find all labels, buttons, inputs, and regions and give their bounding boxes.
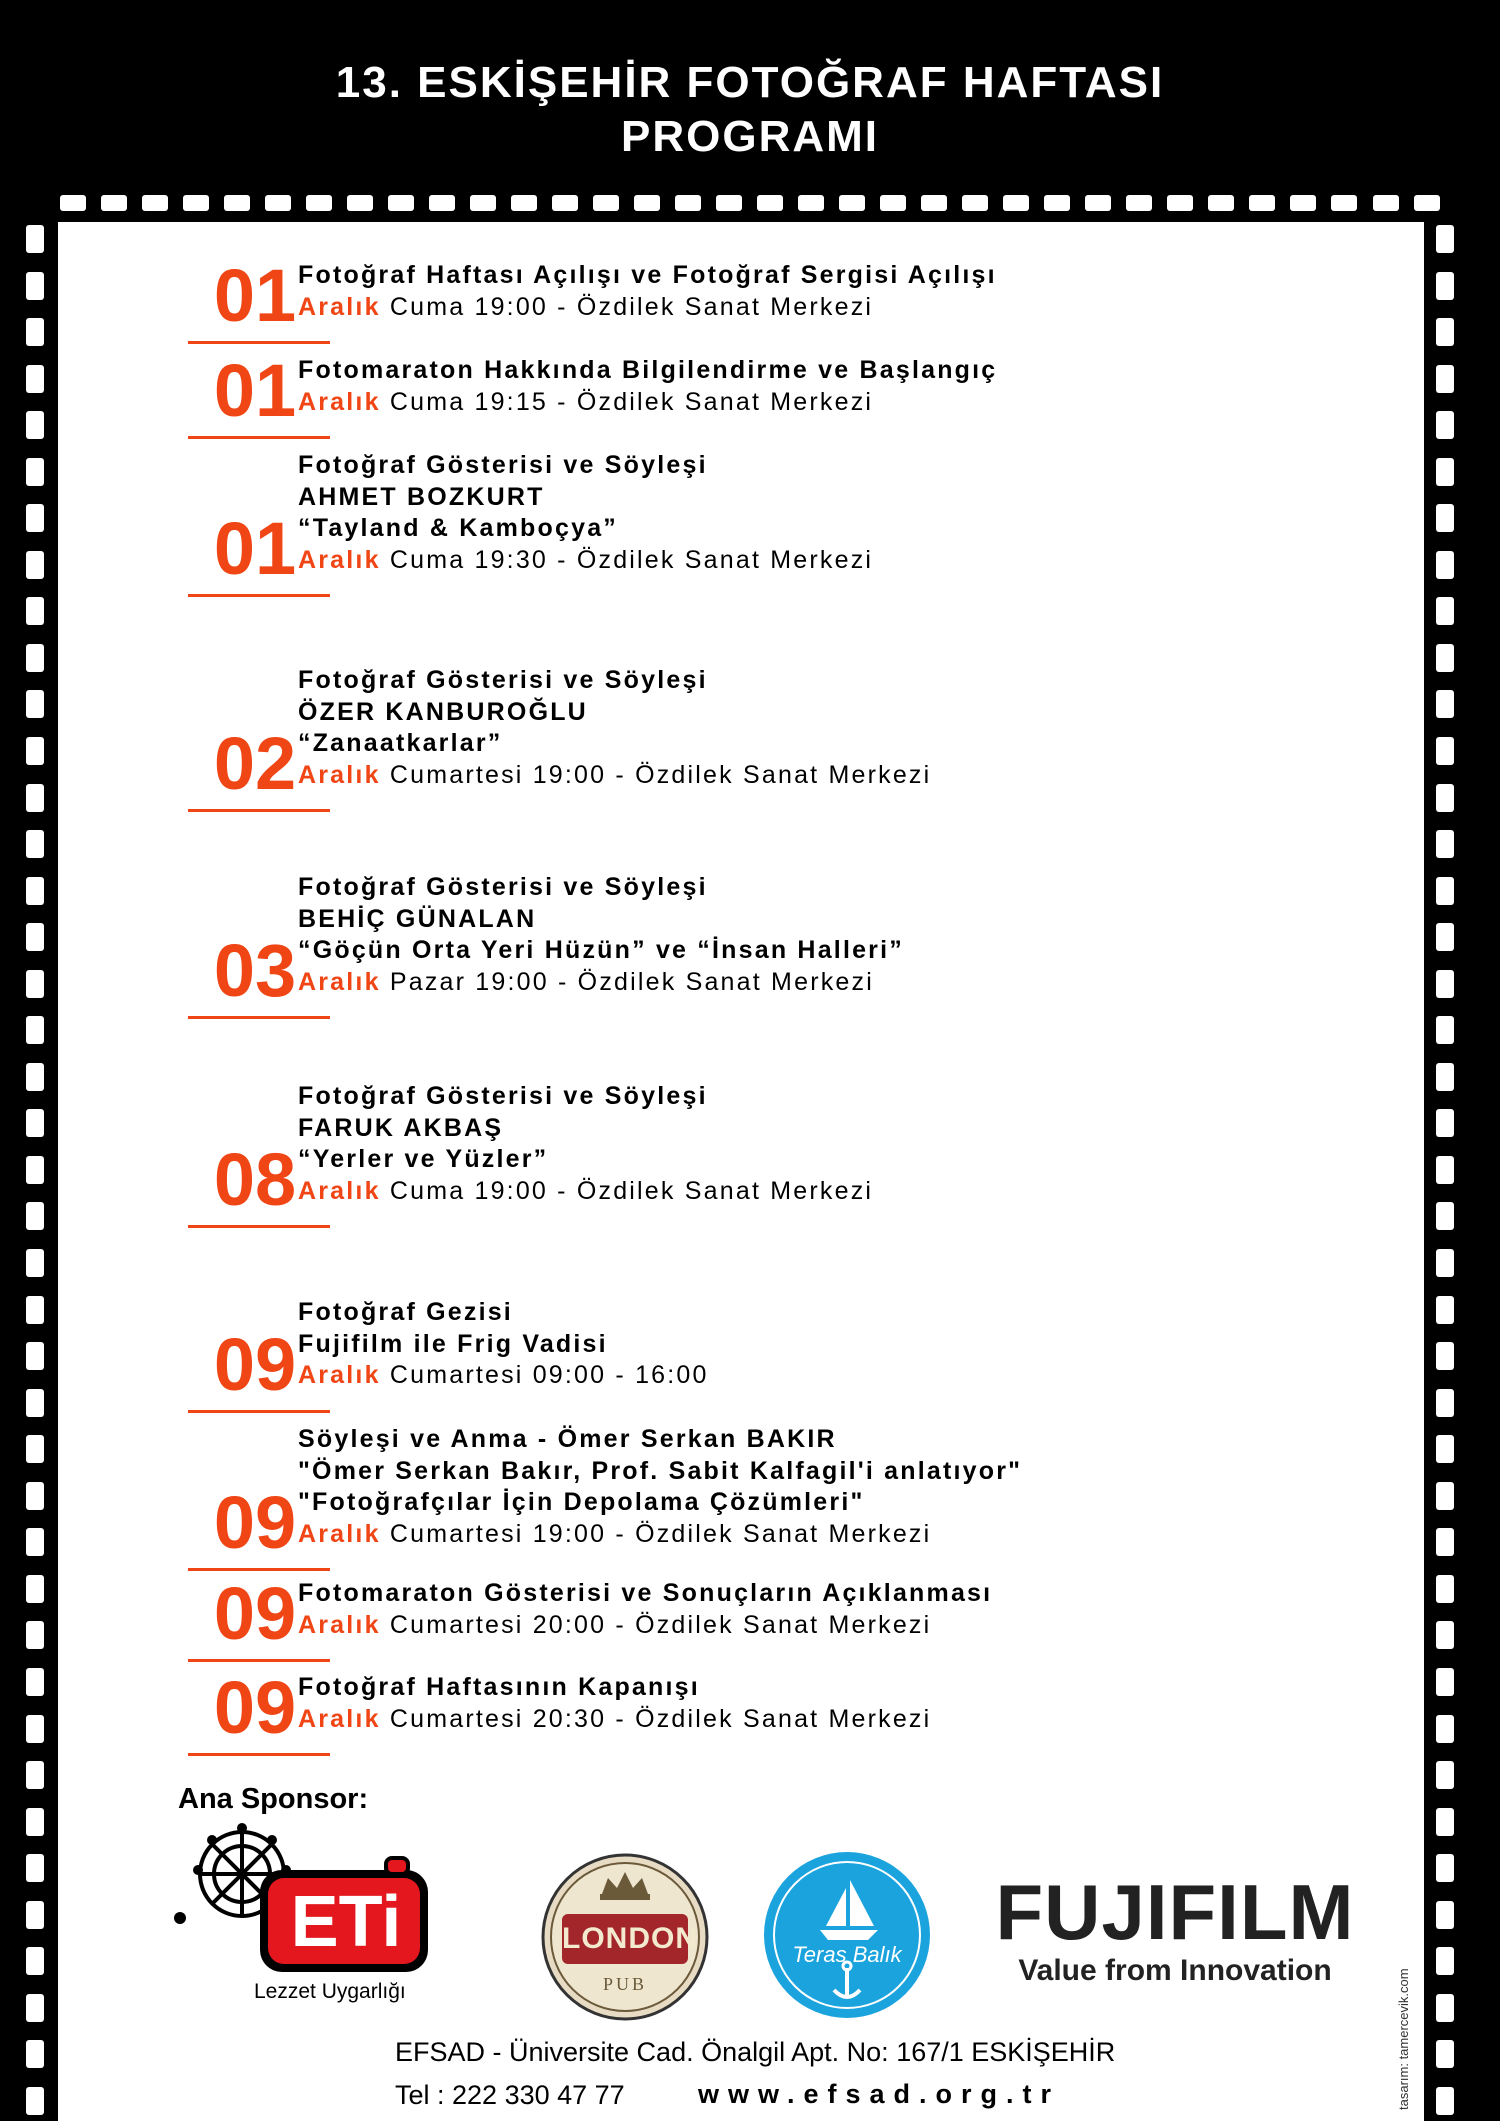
event-text (298, 1424, 1022, 1550)
film-perforation (347, 195, 373, 211)
event-text (298, 1297, 709, 1392)
film-perforation (1436, 1342, 1454, 1370)
film-perforations-right (1436, 225, 1454, 2115)
event-schedule (298, 1519, 1022, 1551)
film-perforation (26, 1202, 44, 1230)
event-title-line: Fotoğraf Gezisi (298, 1298, 513, 1326)
film-perforation (224, 195, 250, 211)
film-perforation (1436, 551, 1454, 579)
film-perforation (1436, 830, 1454, 858)
film-perforation (26, 1016, 44, 1044)
film-perforation (1436, 1901, 1454, 1929)
film-perforation (1436, 411, 1454, 439)
event-time-venue: Cumartesi 20:30 - Özdilek Sanat Merkezi (389, 1704, 932, 1733)
event-title-line: “Zanaatkarlar” (298, 729, 503, 757)
event-time-venue: Cuma 19:15 - Özdilek Sanat Merkezi (389, 387, 874, 416)
film-perforation (26, 644, 44, 672)
film-perforation (1436, 737, 1454, 765)
film-perforation (1436, 1994, 1454, 2022)
film-perforation (26, 1528, 44, 1556)
film-perforation (60, 195, 86, 211)
film-perforation (470, 195, 496, 211)
event-title-line: “Yerler ve Yüzler” (298, 1145, 549, 1173)
event-text (298, 450, 873, 576)
film-perforation (429, 195, 455, 211)
event-day-number: 01 (213, 507, 297, 590)
film-perforation (675, 195, 701, 211)
film-perforation (306, 195, 332, 211)
film-perforation (26, 551, 44, 579)
event-title-line: "Ömer Serkan Bakır, Prof. Sabit Kalfagil'i anlatıyor" (298, 1456, 1023, 1485)
film-perforation (1436, 1435, 1454, 1463)
film-perforation (962, 195, 988, 211)
event-time-venue: Cumartesi 19:00 - Özdilek Sanat Merkezi (389, 760, 932, 789)
film-perforation (26, 1994, 44, 2022)
film-perforation (1436, 1389, 1454, 1417)
film-perforation (26, 1249, 44, 1277)
event-underline (188, 809, 330, 812)
film-perforation (26, 1668, 44, 1696)
film-perforation (1436, 1109, 1454, 1137)
event-title-line: BEHİÇ GÜNALAN (298, 904, 537, 933)
film-perforation (757, 195, 783, 211)
sponsor-label: Ana Sponsor: (178, 1783, 369, 1815)
film-perforation (26, 970, 44, 998)
design-credit: tasarım: tamercevik.com (1396, 1968, 1411, 2110)
london-pub-logo (540, 1852, 710, 2022)
film-perforation (183, 195, 209, 211)
film-perforation (1085, 195, 1111, 211)
fujifilm-tagline: Value from Innovation (1018, 1954, 1332, 1987)
film-perforation (1436, 225, 1454, 253)
event-title-line: Fotoğraf Haftası Açılışı ve Fotoğraf Sergisi Açılışı (298, 261, 997, 289)
film-perforation (921, 195, 947, 211)
event-text (298, 665, 931, 791)
event-title-line: ÖZER KANBUROĞLU (298, 697, 588, 726)
film-perforation (26, 318, 44, 346)
event-title-line: Fujifilm ile Frig Vadisi (298, 1329, 608, 1358)
film-perforation (26, 1389, 44, 1417)
film-perforation (1436, 1156, 1454, 1184)
london-pub-sub: PUB (602, 1974, 647, 1994)
film-perforation (593, 195, 619, 211)
event-schedule (298, 387, 997, 419)
event-title-line: “Tayland & Kamboçya” (298, 514, 619, 542)
event-schedule (298, 967, 904, 999)
event-time-venue: Cumartesi 20:00 - Özdilek Sanat Merkezi (389, 1610, 932, 1639)
event-title-line: AHMET BOZKURT (298, 482, 545, 511)
film-perforation (1003, 195, 1029, 211)
event-day-number: 01 (213, 254, 297, 337)
footer-website-link[interactable]: www.efsad.org.tr (698, 2079, 1061, 2109)
event-title-line: Fotomaraton Hakkında Bilgilendirme ve Başlangıç (298, 356, 998, 384)
film-perforation (1436, 1621, 1454, 1649)
event-text (298, 1578, 992, 1641)
film-perforation (1436, 1016, 1454, 1044)
film-perforation (26, 1156, 44, 1184)
film-perforation (26, 1808, 44, 1836)
event-underline (188, 1016, 330, 1019)
film-perforation (26, 1947, 44, 1975)
film-perforation (26, 1901, 44, 1929)
film-perforation (1044, 195, 1070, 211)
event-time-venue: Cuma 19:30 - Özdilek Sanat Merkezi (389, 545, 874, 574)
event-month: Aralık (298, 1519, 381, 1548)
fujifilm-logo (990, 1870, 1360, 1990)
film-perforation (1167, 195, 1193, 211)
event-time-venue: Cuma 19:00 - Özdilek Sanat Merkezi (389, 1176, 874, 1205)
event-title-line: Fotoğraf Gösterisi ve Söyleşi (298, 451, 708, 479)
event-month: Aralık (298, 292, 381, 321)
film-perforation (1436, 272, 1454, 300)
film-perforation (1436, 1482, 1454, 1510)
film-perforation (26, 1063, 44, 1091)
film-perforation (26, 411, 44, 439)
poster-title-line2: PROGRAMI (621, 112, 879, 161)
event-underline (188, 594, 330, 597)
film-perforation (552, 195, 578, 211)
film-perforation (511, 195, 537, 211)
event-underline (188, 1410, 330, 1413)
london-wordmark: LONDON (562, 1922, 698, 1955)
event-underline (188, 341, 330, 344)
film-perforation (1436, 2087, 1454, 2115)
film-perforation (142, 195, 168, 211)
film-perforation (26, 737, 44, 765)
film-perforations-top (60, 195, 1440, 211)
event-month: Aralık (298, 1610, 381, 1639)
film-perforation (26, 1342, 44, 1370)
event-underline (188, 436, 330, 439)
film-perforation (1436, 597, 1454, 625)
footer-address: EFSAD - Üniversite Cad. Önalgil Apt. No: 167/1 ESKİŞEHİR (395, 2037, 1116, 2067)
event-month: Aralık (298, 545, 381, 574)
film-perforation (26, 1761, 44, 1789)
teras-balik-badge-icon (762, 1850, 932, 2020)
event-title-line: Fotomaraton Gösterisi ve Sonuçların Açıklanması (298, 1579, 993, 1607)
film-perforation (1290, 195, 1316, 211)
film-perforation (1436, 690, 1454, 718)
event-day-number: 09 (213, 1572, 297, 1655)
event-title-line: Fotoğraf Gösterisi ve Söyleşi (298, 666, 708, 694)
film-perforation (1436, 365, 1454, 393)
event-schedule (298, 1360, 709, 1392)
event-month: Aralık (298, 1361, 381, 1389)
film-perforation (265, 195, 291, 211)
event-day-number: 08 (213, 1138, 297, 1221)
event-schedule (298, 545, 873, 577)
poster-title-line1: 13. ESKİŞEHİR FOTOĞRAF HAFTASI (335, 58, 1165, 107)
film-perforation (26, 1575, 44, 1603)
film-perforation (26, 365, 44, 393)
event-month: Aralık (298, 967, 381, 996)
film-perforation (26, 1109, 44, 1137)
film-perforation (26, 830, 44, 858)
film-perforation (1436, 458, 1454, 486)
footer-phone: Tel : 222 330 47 77 (395, 2080, 625, 2110)
film-perforation (26, 225, 44, 253)
film-perforation (1436, 2040, 1454, 2068)
film-perforation (716, 195, 742, 211)
event-time-venue: Cumartesi 09:00 - 16:00 (389, 1361, 709, 1389)
event-month: Aralık (298, 1704, 381, 1733)
event-text (298, 355, 997, 418)
film-perforation (26, 690, 44, 718)
film-perforation (26, 458, 44, 486)
event-text (298, 1081, 873, 1207)
event-underline (188, 1753, 330, 1756)
film-perforation (1436, 1063, 1454, 1091)
film-perforation (1436, 1761, 1454, 1789)
film-perforations-left (26, 225, 44, 2115)
event-time-venue: Cuma 19:00 - Özdilek Sanat Merkezi (389, 292, 874, 321)
film-perforation (1436, 877, 1454, 905)
event-month: Aralık (298, 760, 381, 789)
teras-wordmark: Teras Balık (792, 1942, 902, 1967)
eti-wordmark: ETi (290, 1882, 402, 1962)
film-perforation (1436, 318, 1454, 346)
eti-logo (172, 1822, 432, 2012)
event-title-line: Söyleşi ve Anma - Ömer Serkan BAKIR (298, 1425, 837, 1453)
film-perforation (880, 195, 906, 211)
teras-balik-logo (762, 1850, 932, 2020)
film-perforation (26, 784, 44, 812)
event-underline (188, 1659, 330, 1662)
film-perforation (26, 2040, 44, 2068)
event-schedule (298, 1176, 873, 1208)
film-perforation (1249, 195, 1275, 211)
event-day-number: 03 (213, 929, 297, 1012)
eti-tagline: Lezzet Uygarlığı (254, 1980, 406, 2003)
film-perforation (388, 195, 414, 211)
film-perforation (1436, 1202, 1454, 1230)
film-perforation (1436, 1668, 1454, 1696)
film-perforation (839, 195, 865, 211)
film-perforation (26, 597, 44, 625)
event-day-number: 09 (213, 1322, 297, 1406)
event-day-number: 01 (213, 349, 297, 432)
film-perforation (1436, 1296, 1454, 1324)
film-perforation (26, 1482, 44, 1510)
film-perforation (1331, 195, 1357, 211)
film-perforation (26, 1435, 44, 1463)
event-schedule (298, 1704, 931, 1736)
film-perforation (1436, 504, 1454, 532)
film-perforation (1436, 1715, 1454, 1743)
film-perforation (1436, 1854, 1454, 1882)
film-perforation (1436, 784, 1454, 812)
film-perforation (26, 272, 44, 300)
film-perforation (1436, 970, 1454, 998)
film-perforation (1436, 1528, 1454, 1556)
film-perforation (101, 195, 127, 211)
film-perforation (1126, 195, 1152, 211)
film-perforation (1436, 1808, 1454, 1836)
event-underline (188, 1225, 330, 1228)
film-perforation (26, 1854, 44, 1882)
event-title-line: Fotoğraf Gösterisi ve Söyleşi (298, 873, 708, 901)
film-perforation (1436, 923, 1454, 951)
event-day-number: 09 (213, 1666, 297, 1749)
film-perforation (634, 195, 660, 211)
event-day-number: 09 (213, 1481, 297, 1564)
event-schedule (298, 1610, 992, 1642)
event-text (298, 872, 904, 998)
event-title-line: Fotoğraf Haftasının Kapanışı (298, 1673, 700, 1701)
film-perforation (26, 2087, 44, 2115)
film-perforation (798, 195, 824, 211)
event-time-venue: Cumartesi 19:00 - Özdilek Sanat Merkezi (389, 1519, 932, 1548)
event-title-line: “Göçün Orta Yeri Hüzün” ve “İnsan Halleri” (298, 936, 904, 964)
event-text (298, 1672, 931, 1735)
film-perforation (1436, 644, 1454, 672)
film-perforation (26, 877, 44, 905)
film-perforation (1373, 195, 1399, 211)
film-perforation (1414, 195, 1440, 211)
event-month: Aralık (298, 1176, 381, 1205)
event-time-venue: Pazar 19:00 - Özdilek Sanat Merkezi (389, 967, 874, 996)
event-schedule (298, 760, 931, 792)
event-title-line: Fotoğraf Gösterisi ve Söyleşi (298, 1082, 708, 1110)
film-perforation (1436, 1575, 1454, 1603)
film-perforation (26, 1715, 44, 1743)
event-schedule (298, 292, 997, 324)
film-perforation (26, 504, 44, 532)
film-perforation (26, 1296, 44, 1324)
film-perforation (26, 923, 44, 951)
event-title-line: "Fotoğrafçılar İçin Depolama Çözümleri" (298, 1488, 865, 1516)
film-perforation (1436, 1249, 1454, 1277)
event-title-line: FARUK AKBAŞ (298, 1113, 504, 1142)
film-perforation (1436, 1947, 1454, 1975)
film-perforation (26, 1621, 44, 1649)
fujifilm-wordmark: FUJIFILM (995, 1868, 1355, 1956)
event-month: Aralık (298, 387, 381, 416)
event-text (298, 260, 997, 323)
event-underline (188, 1568, 330, 1571)
event-day-number: 02 (213, 722, 297, 805)
film-perforation (1208, 195, 1234, 211)
